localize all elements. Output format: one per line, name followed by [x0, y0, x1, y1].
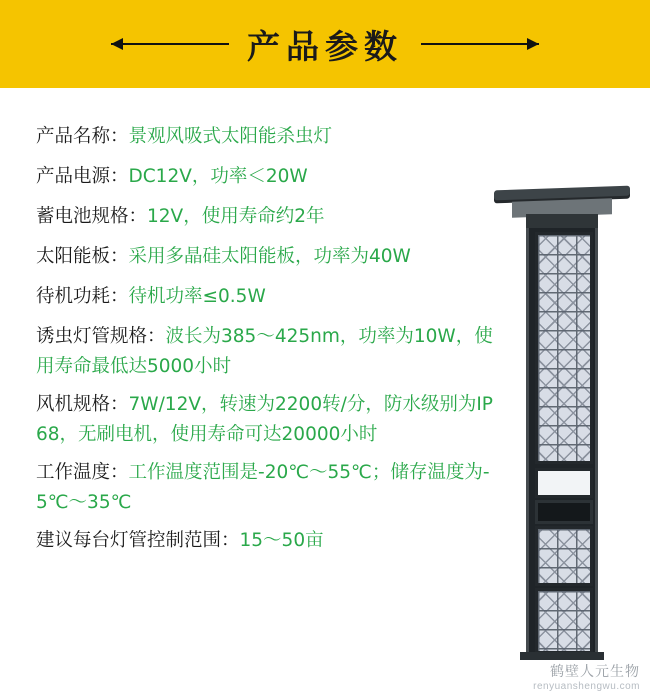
watermark-main-text: 鹤壁人元生物	[550, 664, 640, 681]
lattice-panel-middle	[535, 526, 593, 586]
watermark	[533, 664, 640, 692]
spec-row	[36, 122, 496, 152]
spec-row	[36, 202, 496, 232]
spec-value: 12V，使用寿命约2年	[147, 205, 325, 227]
page-title: 产品参数	[247, 26, 403, 66]
spec-value: 待机功率≤0.5W	[128, 285, 266, 307]
spec-label: 建议每台灯管控制范围：	[36, 529, 240, 551]
arrow-left-icon	[111, 37, 229, 51]
spec-value: 15～50亩	[239, 529, 324, 551]
spec-row	[36, 282, 496, 312]
spec-label: 诱虫灯管规格：	[36, 325, 166, 347]
spec-label: 风机规格：	[36, 393, 129, 415]
lamp-cap	[526, 214, 598, 228]
lattice-panel-lower	[535, 588, 593, 654]
watermark-sub-text: renyuanshengwu.com	[533, 680, 640, 692]
lattice-panel-upper	[535, 232, 593, 464]
control-box-dark	[535, 500, 593, 524]
spec-row	[36, 322, 496, 382]
lamp-pole	[526, 228, 598, 658]
spec-label: 蓄电池规格：	[36, 205, 148, 227]
arrow-right-icon	[421, 37, 539, 51]
spec-value: 工作温度范围是-20℃～55℃；储存温度为-5℃～35℃	[36, 461, 490, 513]
spec-row	[36, 162, 496, 192]
spec-row	[36, 242, 496, 272]
spec-label: 太阳能板：	[36, 245, 129, 267]
spec-value: DC12V，功率＜20W	[128, 165, 308, 187]
spec-value: 7W/12V，转速为2200转/分，防水级别为IP68，无刷电机，使用寿命可达20000小时	[36, 393, 493, 445]
spec-label: 产品名称：	[36, 126, 129, 147]
spec-value: 波长为385～425nm，功率为10W，使用寿命最低达5000小时	[36, 325, 493, 377]
product-image	[482, 100, 642, 660]
spec-list	[36, 122, 496, 566]
spec-label: 待机功耗：	[36, 285, 129, 307]
spec-value: 采用多晶硅太阳能板，功率为40W	[128, 245, 411, 267]
spec-value: 景观风吸式太阳能杀虫灯	[128, 126, 333, 147]
spec-row	[36, 458, 496, 518]
spec-label: 产品电源：	[36, 165, 129, 187]
control-box-white	[535, 468, 593, 498]
spec-row	[36, 526, 496, 556]
lamp-base	[520, 652, 604, 660]
spec-label: 工作温度：	[36, 461, 129, 483]
page-header-banner	[0, 0, 650, 88]
spec-content-area	[0, 88, 650, 700]
spec-row	[36, 390, 496, 450]
